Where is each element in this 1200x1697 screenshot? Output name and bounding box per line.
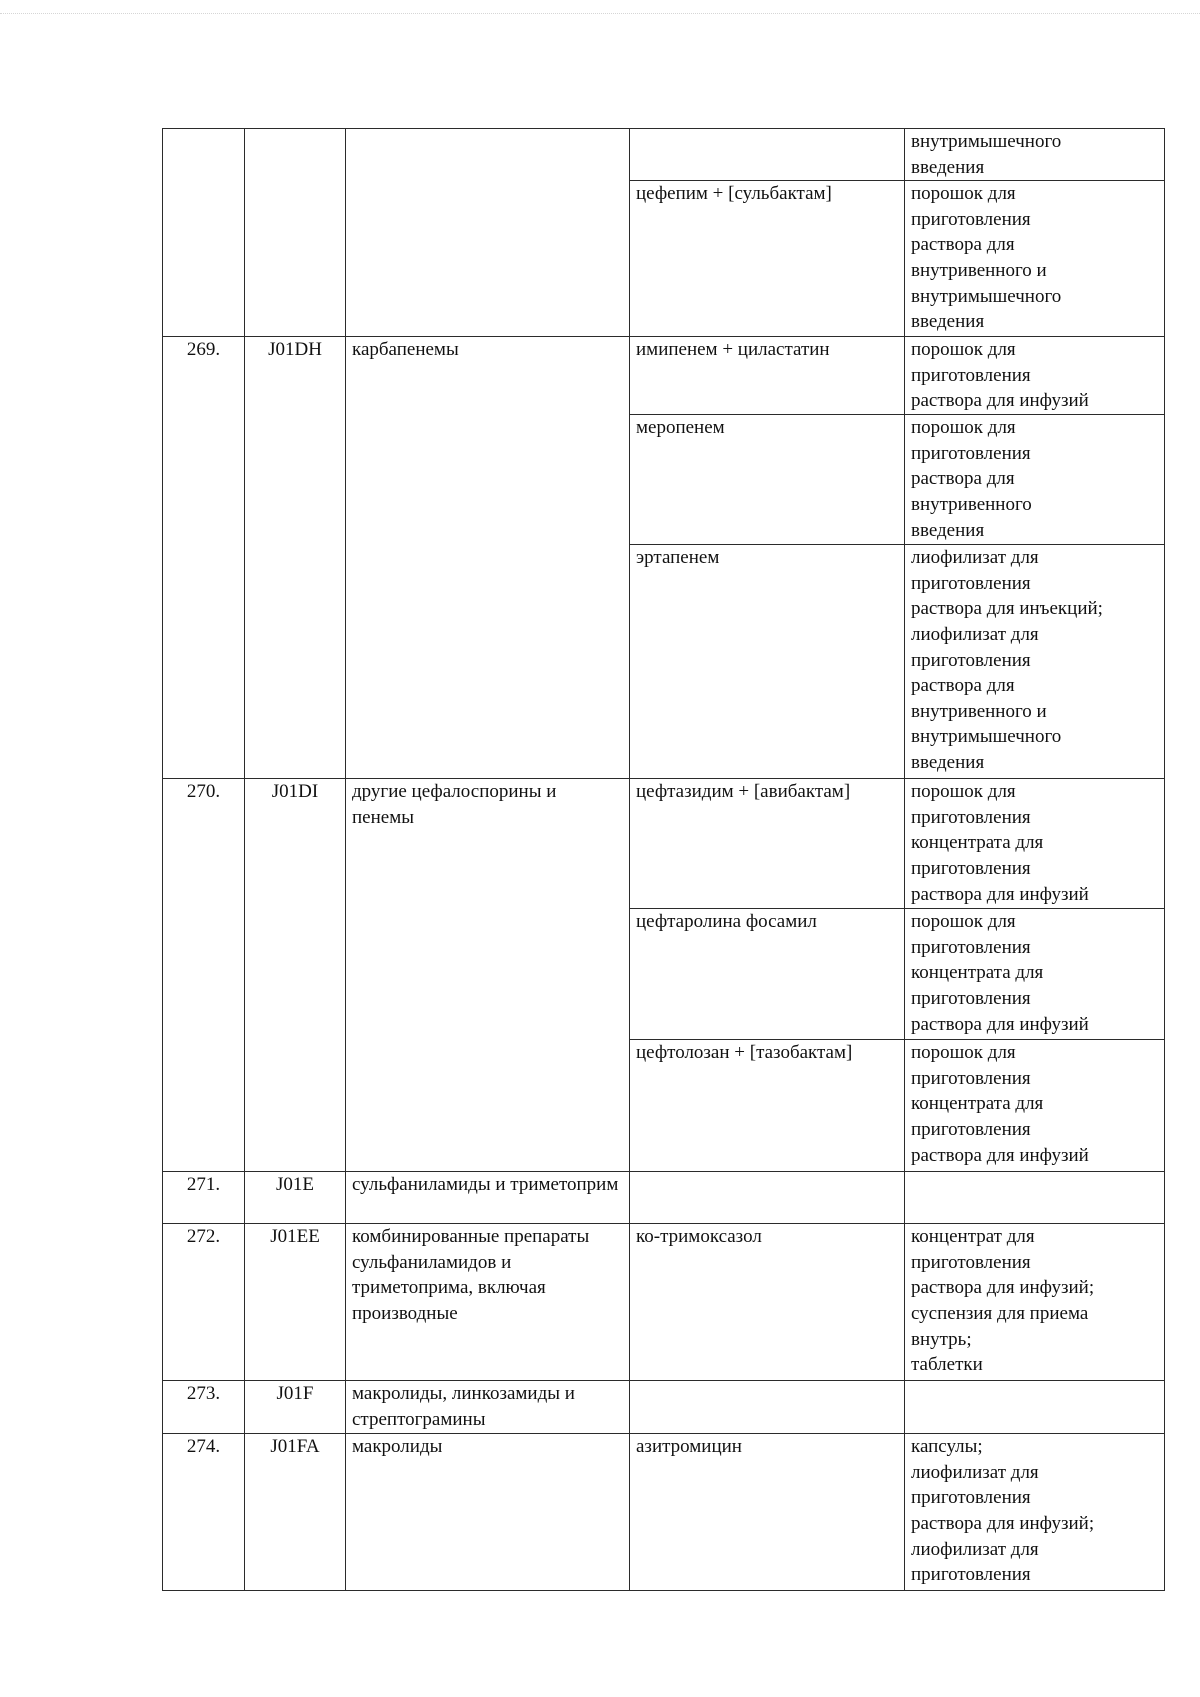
atc-code: J01FA xyxy=(245,1434,346,1591)
row-number: 274. xyxy=(163,1434,245,1591)
table-row xyxy=(163,779,1165,909)
dosage-form: порошок для приготовления концентрата для приготовления раствора для инфузий xyxy=(905,909,1165,1040)
atc-code: J01EE xyxy=(245,1224,346,1381)
table-row xyxy=(163,1381,1165,1434)
drug-name: эртапенем xyxy=(630,545,905,779)
atc-group xyxy=(346,129,630,337)
row-number: 269. xyxy=(163,337,245,779)
atc-code: J01F xyxy=(245,1381,346,1434)
drug-list-table xyxy=(162,128,1165,1591)
atc-code: J01DH xyxy=(245,337,346,779)
drug-name: азитромицин xyxy=(630,1434,905,1591)
drug-name: цефтаролина фосамил xyxy=(630,909,905,1040)
dosage-form: концентрат для приготовления раствора для инфузий; суспензия для приема внутрь; таблетки xyxy=(905,1224,1165,1381)
dosage-form: лиофилизат для приготовления раствора для инъекций; лиофилизат для приготовления раствора для внутривенного и внутримышечного введения xyxy=(905,545,1165,779)
atc-group: сульфаниламиды и триметоприм xyxy=(346,1172,630,1224)
row-number: 270. xyxy=(163,779,245,1172)
row-number: 273. xyxy=(163,1381,245,1434)
dosage-form: порошок для приготовления концентрата для приготовления раствора для инфузий xyxy=(905,1040,1165,1172)
scan-edge-line xyxy=(0,13,1200,14)
drug-name: меропенем xyxy=(630,415,905,545)
atc-group: карбапенемы xyxy=(346,337,630,779)
table-row xyxy=(163,1224,1165,1381)
atc-group: комбинированные препараты сульфаниламидов и триметоприма, включая производные xyxy=(346,1224,630,1381)
drug-name: цефтолозан + [тазобактам] xyxy=(630,1040,905,1172)
atc-group: макролиды, линкозамиды и стрептограмины xyxy=(346,1381,630,1434)
table-row xyxy=(163,1434,1165,1591)
row-number xyxy=(163,129,245,337)
drug-name: цефтазидим + [авибактам] xyxy=(630,779,905,909)
table-row xyxy=(163,129,1165,181)
table-row xyxy=(163,337,1165,415)
dosage-form xyxy=(905,1172,1165,1224)
dosage-form xyxy=(905,1381,1165,1434)
atc-group: другие цефалоспорины и пенемы xyxy=(346,779,630,1172)
dosage-form: порошок для приготовления раствора для инфузий xyxy=(905,337,1165,415)
atc-code: J01DI xyxy=(245,779,346,1172)
drug-name xyxy=(630,1172,905,1224)
atc-code xyxy=(245,129,346,337)
dosage-form: внутримышечного введения xyxy=(905,129,1165,181)
dosage-form: капсулы; лиофилизат для приготовления раствора для инфузий; лиофилизат для приготовления xyxy=(905,1434,1165,1591)
dosage-form: порошок для приготовления раствора для внутривенного введения xyxy=(905,415,1165,545)
drug-name: ко-тримоксазол xyxy=(630,1224,905,1381)
table-row xyxy=(163,1172,1165,1224)
drug-name: имипенем + циластатин xyxy=(630,337,905,415)
drug-name xyxy=(630,1381,905,1434)
dosage-form: порошок для приготовления концентрата для приготовления раствора для инфузий xyxy=(905,779,1165,909)
dosage-form: порошок для приготовления раствора для внутривенного и внутримышечного введения xyxy=(905,181,1165,337)
drug-name xyxy=(630,129,905,181)
row-number: 272. xyxy=(163,1224,245,1381)
atc-group: макролиды xyxy=(346,1434,630,1591)
atc-code: J01E xyxy=(245,1172,346,1224)
row-number: 271. xyxy=(163,1172,245,1224)
drug-name: цефепим + [сульбактам] xyxy=(630,181,905,337)
